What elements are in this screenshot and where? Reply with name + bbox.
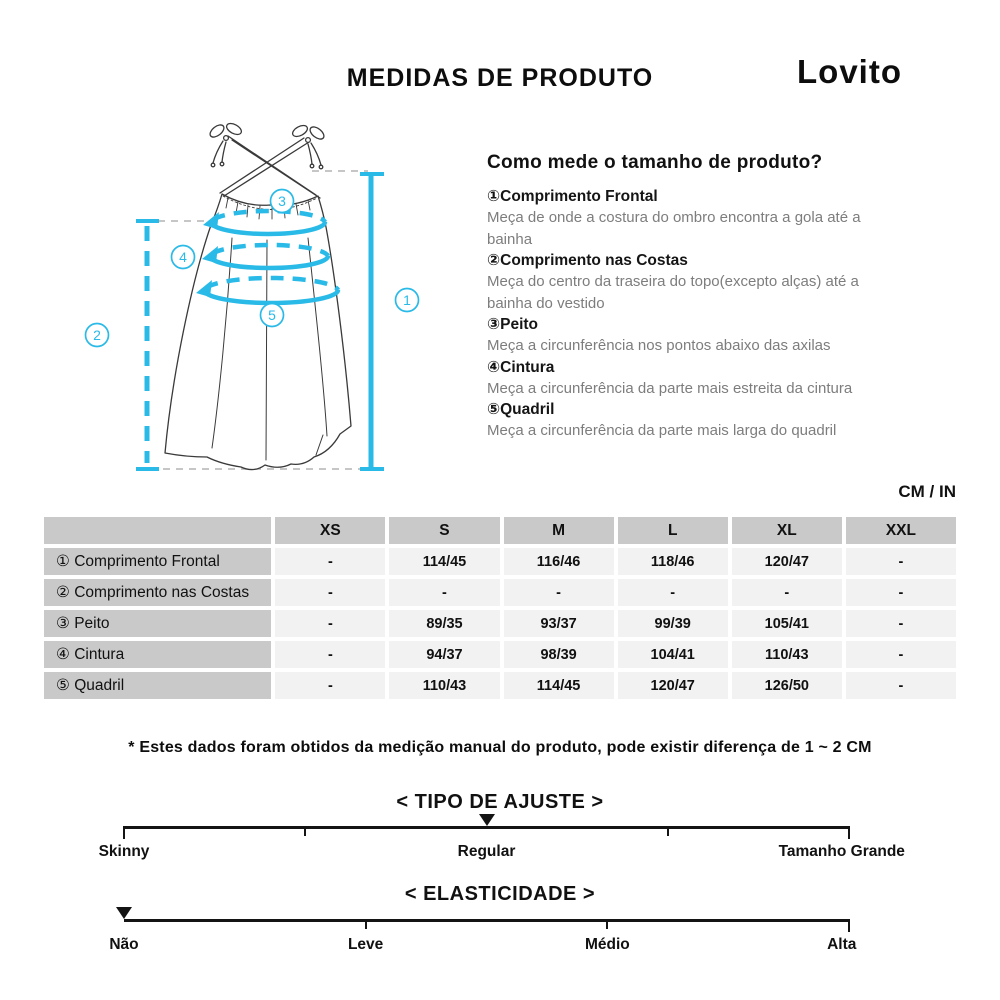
marker-1 <box>396 289 419 312</box>
brand-logo: Lovito <box>797 53 902 90</box>
size-table-header-row <box>44 517 956 544</box>
guide-item-label <box>487 399 900 420</box>
cell: - <box>275 672 385 699</box>
col-header-xs: XS <box>275 517 385 544</box>
row-label <box>44 672 271 699</box>
fit-label-large: Tamanho Grande <box>778 843 905 860</box>
svg-text:4: 4 <box>179 249 187 265</box>
stretch-label-nao: Não <box>109 936 139 953</box>
guide-label-text: Cintura <box>500 358 555 376</box>
svg-text:3: 3 <box>278 193 286 209</box>
svg-text:2: 2 <box>93 327 101 343</box>
guide-item-desc: Meça de onde a costura do ombro encontra a gola até a bainha <box>487 209 861 248</box>
stretch-scale-line <box>124 919 849 922</box>
cell: - <box>846 579 956 606</box>
guide-item-desc: Meça a circunferência da parte mais larga do quadril <box>487 422 837 439</box>
row-label <box>44 610 271 637</box>
cell: - <box>275 548 385 575</box>
fit-tick-25 <box>304 826 306 836</box>
guide-label-text: Peito <box>500 316 539 333</box>
stretch-label-medio: Médio <box>584 936 630 953</box>
circled-number: ③ <box>487 315 501 333</box>
cell: - <box>504 579 614 606</box>
cell: 94/37 <box>389 641 499 668</box>
stretch-marker-icon <box>116 907 132 919</box>
cell: - <box>846 641 956 668</box>
col-header-xl: XL <box>732 517 842 544</box>
front-length-line <box>360 174 384 469</box>
marker-5 <box>261 304 284 327</box>
page-title: MEDIDAS DE PRODUTO <box>346 64 654 92</box>
dress-measurement-diagram <box>70 108 490 488</box>
stretch-tick-33 <box>365 919 367 929</box>
marker-4 <box>172 246 195 269</box>
row-label-text: Comprimento nas Costas <box>74 584 250 601</box>
guide-item-label <box>487 250 900 271</box>
cell: 104/41 <box>618 641 728 668</box>
guide-item-label <box>487 357 900 378</box>
stretch-tick-66 <box>606 919 608 929</box>
circled-number: ② <box>56 583 70 601</box>
svg-text:1: 1 <box>403 292 411 308</box>
marker-2 <box>86 324 109 347</box>
circled-number: ① <box>56 552 70 570</box>
col-header-s: S <box>389 517 499 544</box>
cell: - <box>275 579 385 606</box>
row-label-text: Cintura <box>74 646 125 663</box>
stretch-tick-end <box>848 919 850 932</box>
guide-label-text: Quadril <box>500 401 555 418</box>
cell: 118/46 <box>618 548 728 575</box>
guide-item-label <box>487 186 900 207</box>
table-row <box>44 641 956 668</box>
row-label-text: Quadril <box>74 677 125 694</box>
cell: - <box>846 548 956 575</box>
guide-item-label <box>487 314 900 335</box>
cell: - <box>389 579 499 606</box>
cell: 120/47 <box>618 672 728 699</box>
cell: 110/43 <box>389 672 499 699</box>
col-header-xxl: XXL <box>846 517 956 544</box>
cell: 126/50 <box>732 672 842 699</box>
cell: - <box>275 610 385 637</box>
cell: - <box>732 579 842 606</box>
corner-cell <box>44 517 271 544</box>
size-table <box>40 513 960 703</box>
cell: - <box>618 579 728 606</box>
dress-outline <box>165 121 351 469</box>
fit-marker-icon <box>479 814 495 826</box>
circled-number: ③ <box>56 614 70 632</box>
row-label <box>44 548 271 575</box>
table-row <box>44 672 956 699</box>
circled-number: ④ <box>487 357 501 376</box>
guide-label-text: Comprimento Frontal <box>500 188 658 205</box>
fit-label-skinny: Skinny <box>98 843 150 860</box>
cell: 105/41 <box>732 610 842 637</box>
cell: - <box>275 641 385 668</box>
row-label <box>44 641 271 668</box>
circled-number: ④ <box>56 645 70 663</box>
fit-tick-end <box>848 826 850 839</box>
back-length-line <box>136 221 159 469</box>
guide-item-desc: Meça a circunferência da parte mais estreita da cintura <box>487 379 853 397</box>
guide-heading: Como mede o tamanho de produto? <box>487 152 823 173</box>
fit-scale-labels <box>98 843 905 863</box>
table-row <box>44 548 956 575</box>
right-bow <box>291 123 326 169</box>
stretch-label-alta: Alta <box>827 936 857 953</box>
stretch-scale-labels <box>109 936 857 956</box>
measurement-footnote: * Estes dados foram obtidos da medição manual do produto, pode existir diferença de 1 ~ 2 CM <box>128 739 872 756</box>
fit-tick-start <box>123 826 125 839</box>
row-label <box>44 579 271 606</box>
fit-scale-line <box>124 826 849 829</box>
stretch-label-leve: Leve <box>347 936 384 953</box>
row-label-text: Comprimento Frontal <box>74 553 220 570</box>
circled-number: ⑤ <box>56 676 70 694</box>
col-header-l: L <box>618 517 728 544</box>
cell: 99/39 <box>618 610 728 637</box>
cell: 120/47 <box>732 548 842 575</box>
cell: 93/37 <box>504 610 614 637</box>
guide-label-text: Comprimento nas Costas <box>500 252 688 269</box>
circled-number: ① <box>487 187 501 205</box>
circled-number: ⑤ <box>487 400 501 418</box>
guide-item-desc: Meça a circunferência nos pontos abaixo das axilas <box>487 337 831 354</box>
row-label-text: Peito <box>74 615 110 632</box>
cell: 89/35 <box>389 610 499 637</box>
cell: 114/45 <box>389 548 499 575</box>
cell: - <box>846 672 956 699</box>
fit-tick-75 <box>667 826 669 836</box>
guide-item-desc: Meça do centro da traseira do topo(excepto alças) até a bainha do vestido <box>487 273 859 312</box>
table-row <box>44 610 956 637</box>
measure-guide <box>487 152 900 442</box>
cell: - <box>846 610 956 637</box>
cell: 116/46 <box>504 548 614 575</box>
stretch-scale-title: < ELASTICIDADE > <box>404 883 596 905</box>
cell: 98/39 <box>504 641 614 668</box>
cell: 114/45 <box>504 672 614 699</box>
col-header-m: M <box>504 517 614 544</box>
cell: 110/43 <box>732 641 842 668</box>
svg-text:5: 5 <box>268 307 276 323</box>
fit-label-regular: Regular <box>457 843 516 860</box>
fit-scale-title: < TIPO DE AJUSTE > <box>396 791 604 813</box>
unit-label: CM / IN <box>898 482 956 501</box>
marker-3 <box>271 190 294 213</box>
table-row <box>44 579 956 606</box>
circled-number: ② <box>487 251 501 269</box>
